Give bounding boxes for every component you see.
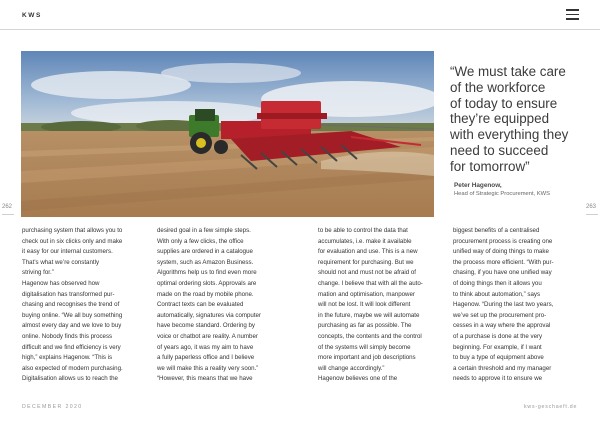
text-line: optimal ordering slots. Approvals are bbox=[157, 279, 257, 287]
website-link[interactable]: kws-geschaeft.de bbox=[524, 404, 578, 410]
text-line: we’ve set up the procurement pro- bbox=[453, 311, 547, 319]
text-line: Algorithms help us to find even more bbox=[157, 269, 257, 277]
quote-line: with everything they bbox=[450, 127, 569, 143]
text-line: of the systems will simply become bbox=[318, 343, 411, 351]
page-number-right: 263 bbox=[586, 204, 597, 210]
text-line: the process more efficient. “With pur- bbox=[453, 258, 554, 266]
quote-author-role: Head of Strategic Procurement, KWS bbox=[454, 191, 551, 197]
text-line: purchasing as far as possible. The bbox=[318, 322, 412, 330]
text-line: it easy for our internal customers. bbox=[22, 248, 113, 256]
page-number-rule-left bbox=[2, 214, 14, 215]
text-line: Digitalisation allows us to reach the bbox=[22, 375, 118, 383]
top-bar bbox=[0, 0, 600, 30]
text-line: of years ago, it was my aim to have bbox=[157, 343, 254, 351]
text-column-4 bbox=[453, 226, 578, 385]
text-line: automatically, signatures via computer bbox=[157, 311, 261, 319]
text-line: to think about automation,” says bbox=[453, 290, 541, 298]
text-line: needs to approve it to ensure we bbox=[453, 375, 543, 383]
quote-line: need to succeed bbox=[450, 142, 549, 158]
text-line: should not and must not be afraid of bbox=[318, 269, 416, 277]
text-line: requirement for purchasing. But we bbox=[318, 258, 414, 266]
text-line: for evaluation and use. This is a new bbox=[318, 248, 418, 256]
quote-author-name: Peter Hagenow, bbox=[454, 182, 502, 189]
text-line: change. I believe that with all the auto- bbox=[318, 279, 423, 287]
text-line: That’s what we’re constantly bbox=[22, 258, 100, 266]
hamburger-menu-icon[interactable] bbox=[566, 9, 579, 20]
text-column-3 bbox=[318, 226, 443, 385]
quote-line: of today to ensure bbox=[450, 95, 558, 111]
text-column-1 bbox=[22, 226, 147, 385]
quote-line: they’re equipped bbox=[450, 111, 550, 127]
quote-line: for tomorrow” bbox=[450, 158, 530, 174]
text-line: beginning. For example, if I want bbox=[453, 343, 542, 351]
text-line: almost every day and we love to buy bbox=[22, 322, 122, 330]
text-line: voice or chatbot are reality. A number bbox=[157, 332, 258, 340]
text-line: to be able to control the data that bbox=[318, 227, 408, 234]
text-line: biggest benefits of a centralised bbox=[453, 227, 540, 234]
text-line: Contract texts can be evaluated bbox=[157, 301, 244, 309]
text-line: buying online. “We all buy something bbox=[22, 311, 123, 319]
text-line: more important and job descriptions bbox=[318, 354, 416, 362]
text-line: of a purchase is done at the very bbox=[453, 332, 543, 340]
text-column-2 bbox=[157, 226, 282, 385]
pull-quote bbox=[450, 64, 590, 175]
text-line: a certain threshold and my manager bbox=[453, 364, 552, 372]
issue-date: DECEMBER 2020 bbox=[22, 404, 83, 410]
text-line: high,” explains Hagenow. “This is bbox=[22, 354, 113, 362]
text-line: difficult and we find efficiency is very bbox=[22, 343, 121, 351]
text-line: With only a few clicks, the office bbox=[157, 237, 244, 245]
text-line: concepts, the contents and the control bbox=[318, 332, 422, 340]
text-line: purchasing system that allows you to bbox=[22, 227, 123, 234]
text-line: chasing, if you have one unified way bbox=[453, 269, 552, 277]
text-line: check out in six clicks only and make bbox=[22, 237, 123, 245]
text-line: striving for.” bbox=[22, 269, 54, 277]
brand-logo[interactable]: KWS bbox=[22, 12, 42, 19]
text-line: digitalisation has transformed pur- bbox=[22, 290, 115, 298]
text-line: chasing and recognises the trend of bbox=[22, 301, 120, 309]
text-line: a fully paperless office and I believe bbox=[157, 354, 255, 362]
page-number-left: 262 bbox=[2, 204, 13, 210]
text-line: to buy a type of equipment above bbox=[453, 354, 544, 362]
text-line: desired goal in a few simple steps. bbox=[157, 227, 251, 234]
text-line: will change accordingly.” bbox=[318, 364, 385, 372]
quote-line: of the workforce bbox=[450, 79, 546, 95]
text-line: unified way of doing things to make bbox=[453, 248, 549, 256]
article-photo bbox=[21, 51, 434, 217]
text-line: mation and optimisation, manpower bbox=[318, 290, 415, 298]
text-line: we will make this a reality very soon.” bbox=[157, 364, 259, 372]
text-line: system, such as Amazon Business. bbox=[157, 258, 254, 266]
text-line: procurement process is creating one bbox=[453, 237, 553, 245]
text-line: “However, this means that we have bbox=[157, 375, 253, 383]
text-line: of doing things then it allows you bbox=[453, 279, 542, 287]
quote-line: “We must take care bbox=[450, 64, 566, 79]
text-line: Hagenow believes one of the bbox=[318, 375, 398, 383]
text-line: accumulates, i.e. make it available bbox=[318, 237, 412, 245]
text-line: will not be lost. It will look different bbox=[318, 301, 411, 309]
text-line: cesses in a way where the approval bbox=[453, 322, 551, 330]
page-number-rule-right bbox=[586, 214, 598, 215]
tractor-seeder-photo bbox=[21, 51, 434, 217]
text-line: supplies are ordered in a catalogue bbox=[157, 248, 253, 256]
text-line: online. Nobody finds this process bbox=[22, 332, 113, 340]
text-line: in the future, maybe we will automate bbox=[318, 311, 420, 319]
text-line: Hagenow has observed how bbox=[22, 279, 100, 287]
text-line: have become standard. Ordering by bbox=[157, 322, 255, 330]
text-line: Hagenow. “During the last two years, bbox=[453, 301, 554, 309]
text-line: made on the road by mobile phone. bbox=[157, 290, 254, 298]
text-line: also expected of modern purchasing. bbox=[22, 364, 123, 372]
